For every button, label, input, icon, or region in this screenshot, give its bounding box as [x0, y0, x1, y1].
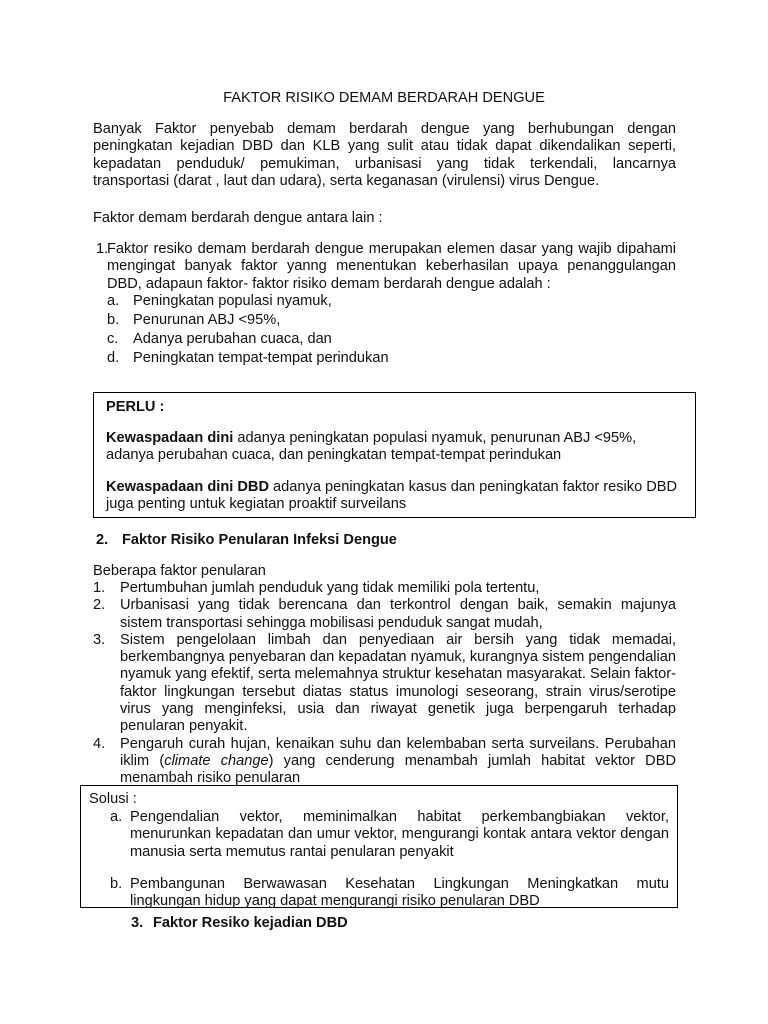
- list-marker: c.: [107, 330, 119, 347]
- perlu-paragraph-1: [106, 430, 686, 465]
- list-item: [93, 632, 676, 736]
- solusi-item: [110, 876, 669, 911]
- list-item-text: [120, 736, 676, 788]
- list-marker: d.: [107, 349, 120, 366]
- perlu-paragraph-2: [106, 479, 686, 514]
- list-marker: 1.: [93, 580, 106, 596]
- list-marker: b.: [107, 311, 120, 328]
- section-2-number: 2.: [96, 532, 109, 548]
- list-item: [93, 580, 676, 597]
- list-item: [107, 350, 676, 369]
- list-item-text-part: Pengaruh curah hujan, kenaikan suhu dan kelembaban serta surveilans. Perubahan iklim (: [120, 735, 676, 769]
- section-1-list: [107, 293, 676, 369]
- list-item: [107, 331, 676, 350]
- list-item-text: Urbanisasi yang tidak berencana dan terkontrol dengan baik, semakin majunya sistem transportasi sehingga mobilisasi penduduk sangat mudah,: [120, 597, 676, 631]
- factors-lead: Faktor demam berdarah dengue antara lain :: [93, 210, 383, 226]
- list-marker: b.: [110, 876, 123, 892]
- climate-change-term: climate change: [164, 752, 269, 769]
- list-item: [107, 293, 676, 312]
- list-item-text: Sistem pengelolaan limbah dan penyediaan air bersih yang tidak memadai, berkembangnya penyebaran dan kepadatan nyamuk, kurangnya sistem pengendalian nyamuk yang efektif, serta melemahnya struktur kesehatan masyarakat. Selain faktor-faktor lingkungan tersebut diatas status imunologi seseorang, strain virus/serotipe virus yang menginfeksi, usia dan riwayat genetik juga berpengaruh terhadap penularan penyakit.: [120, 631, 676, 735]
- perlu-text-2: adanya peningkatan kasus dan peningkatan faktor resiko DBD juga penting untuk kegiatan proaktif surveilans: [106, 479, 678, 513]
- intro-paragraph: Banyak Faktor penyebab demam berdarah dengue yang berhubungan dengan peningkatan kejadian DBD dan KLB yang sulit atau tidak dapat dikendalikan seperti, kepadatan penduduk/ pemukiman, urbanisasi yang tidak terkendali, lancarnya transportasi (darat , laut dan udara), serta keganasan (virulensi) virus Dengue.: [93, 121, 676, 189]
- section-3-heading: Faktor Resiko kejadian DBD: [153, 915, 348, 931]
- section-2-lead: Beberapa faktor penularan: [93, 563, 266, 579]
- list-item-text: Peningkatan tempat-tempat perindukan: [133, 349, 389, 366]
- section-1: [93, 241, 676, 369]
- solusi-item-text: Pengendalian vektor, meminimalkan habitat perkembangbiakan vektor, menurunkan kepadatan dan umur vektor, mengurangi kontak antara vektor dengan manusia serta memutus rantai penularan penyakit: [130, 809, 669, 860]
- list-marker: 4.: [93, 735, 106, 752]
- perlu-box: [93, 392, 696, 518]
- list-item: [93, 597, 676, 632]
- solusi-heading: Solusi :: [89, 791, 137, 807]
- list-item-text: Penurunan ABJ <95%,: [133, 311, 281, 328]
- list-item-text: Adanya perubahan cuaca, dan: [133, 330, 332, 347]
- section-2-heading: Faktor Risiko Penularan Infeksi Dengue: [122, 532, 397, 548]
- perlu-text-1: adanya peningkatan populasi nyamuk, penurunan ABJ <95%, adanya perubahan cuaca, dan peningkatan tempat-tempat perindukan: [106, 430, 637, 464]
- list-marker: a.: [110, 809, 123, 825]
- perlu-heading: PERLU :: [106, 399, 165, 415]
- list-marker: 3.: [93, 631, 106, 648]
- list-marker: a.: [107, 292, 120, 309]
- list-item-text-part: ) yang cenderung menambah jumlah habitat vektor DBD menambah risiko penularan: [120, 752, 676, 787]
- document-title: FAKTOR RISIKO DEMAM BERDARAH DENGUE: [223, 90, 545, 106]
- list-marker: 2.: [93, 597, 106, 614]
- perlu-term-1: Kewaspadaan dini: [106, 430, 234, 446]
- section-3-number: 3.: [131, 915, 144, 931]
- list-item: [93, 736, 676, 788]
- section-1-number: 1.: [96, 241, 109, 257]
- list-item-text: Pertumbuhan jumlah penduduk yang tidak memiliki pola tertentu,: [120, 580, 540, 596]
- solusi-box: [80, 785, 678, 908]
- perlu-term-2: Kewaspadaan dini DBD: [106, 479, 269, 495]
- solusi-item-text: Pembangunan Berwawasan Kesehatan Lingkungan Meningkatkan mutu lingkungan hidup yang dapat mengurangi risiko penularan DBD: [130, 876, 669, 910]
- section-1-text: Faktor resiko demam berdarah dengue merupakan elemen dasar yang wajib dipahami mengingat banyak faktor yanng menentukan keberhasilan upaya penanggulangan DBD, adapaun faktor- faktor risiko demam berdarah dengue adalah :: [107, 241, 676, 292]
- list-item-text: Peningkatan populasi nyamuk,: [133, 292, 332, 309]
- list-item: [107, 312, 676, 331]
- section-2-list: [93, 580, 676, 788]
- solusi-item: [110, 809, 669, 861]
